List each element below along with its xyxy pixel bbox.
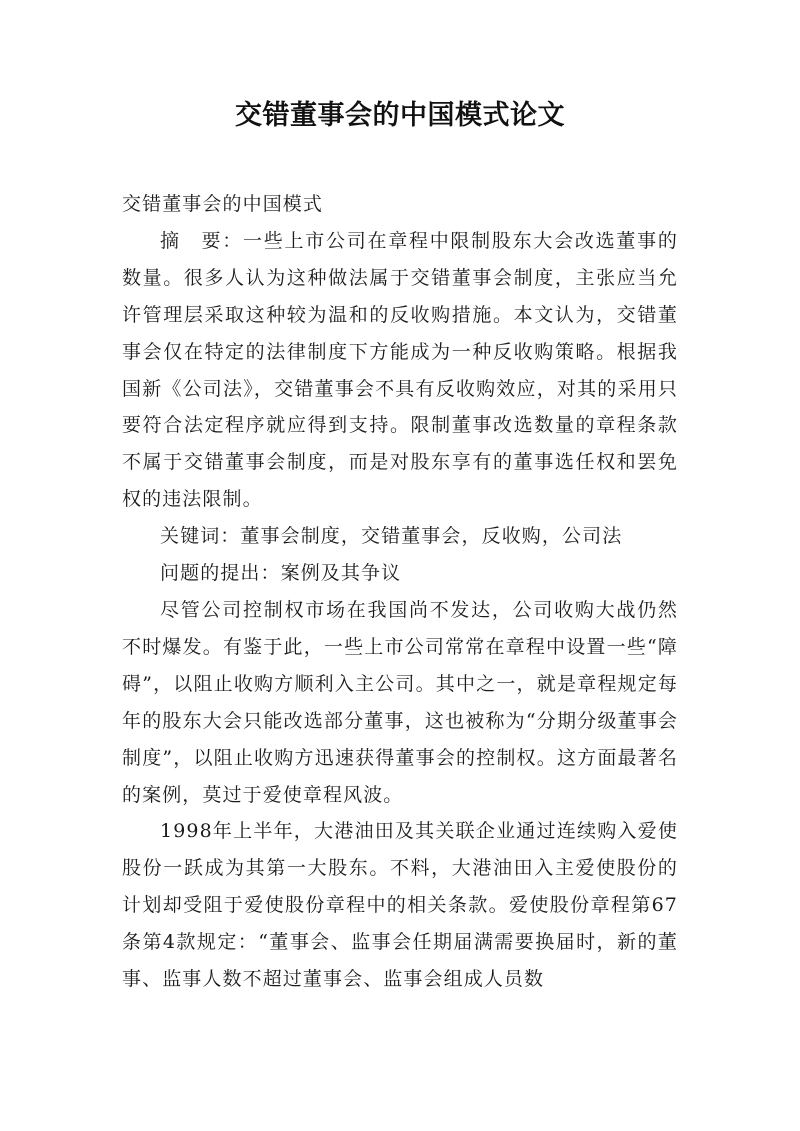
abstract-paragraph: 摘 要：一些上市公司在章程中限制股东大会改选董事的数量。很多人认为这种做法属于交错董事会制度，主张应当允许管理层采取这种较为温和的反收购措施。本文认为，交错董事会仅在特定的法律制度下方能成为一种反收购策略。根据我国新《公司法》，交错董事会不具有反收购效应，对其的采用只要符合法定程序就应得到支持。限制董事改选数量的章程条款不属于交错董事会制度，而是对股东享有的董事选任权和罢免权的违法限制。 [122, 229, 678, 511]
document-title: 交错董事会的中国模式论文 [235, 100, 565, 131]
body-paragraph: 尽管公司控制权市场在我国尚不发达，公司收购大战仍然不时爆发。有鉴于此，一些上市公司常常在章程中设置一些“障碍”，以阻止收购方顺利入主公司。其中之一，就是章程规定每年的股东大会只能改选部分董事，这也被称为“分期分级董事会制度”，以阻止收购方迅速获得董事会的控制权。这方面最著名的案例，莫过于爱使章程风波。 [122, 598, 678, 806]
body-paragraph: 1998年上半年，大港油田及其关联企业通过连续购入爱使股份一跃成为其第一大股东。不料，大港油田入主爱使股份的计划却受阻于爱使股份章程中的相关条款。爱使股份章程第67条第4款规定：“董事会、监事会任期届满需要换届时，新的董事、监事人数不超过董事会、监事会组成人员数 [122, 820, 678, 991]
document-body [122, 186, 678, 998]
keywords-line: 关键词：董事会制度，交错董事会，反收购，公司法 [160, 525, 623, 548]
section-heading: 问题的提出：案例及其争议 [160, 562, 402, 585]
document-subtitle: 交错董事会的中国模式 [122, 193, 324, 215]
